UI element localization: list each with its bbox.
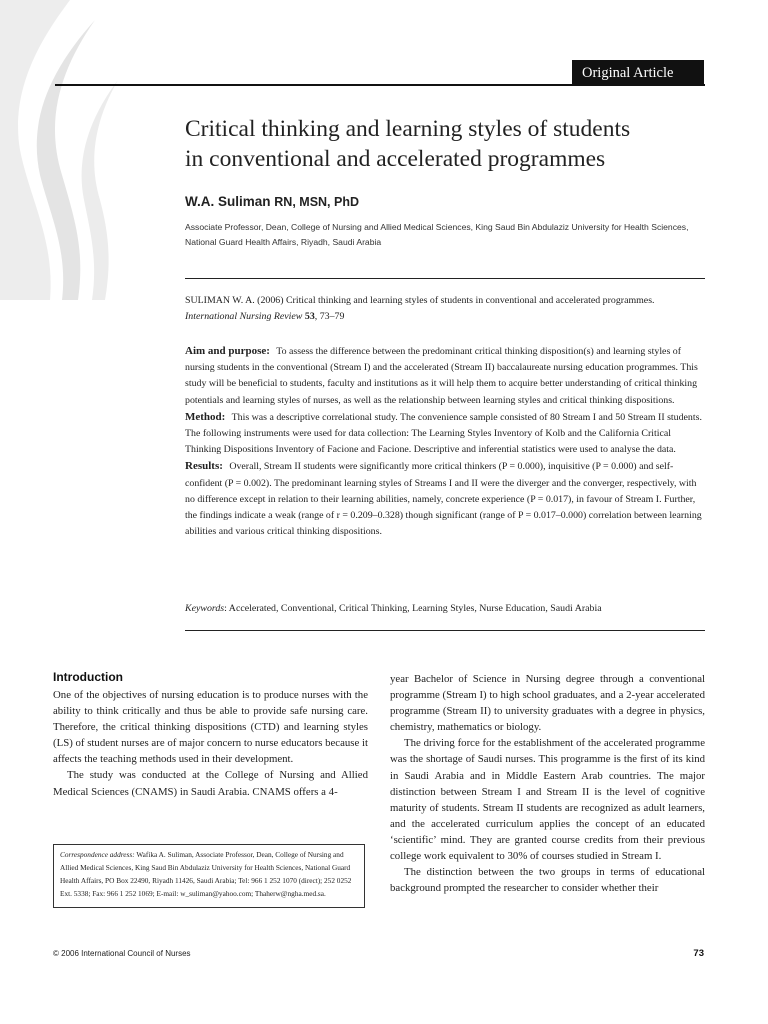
correspondence-label: Correspondence address: <box>60 850 135 859</box>
copyright-notice: © 2006 International Council of Nurses <box>53 949 191 958</box>
citation-journal: International Nursing Review <box>185 311 303 323</box>
citation <box>185 293 707 325</box>
affiliation-line: Associate Professor, Dean, College of Nursing and Allied Medical Sciences, King Saud Bin Abdulaziz University for Health Sciences, <box>185 222 689 232</box>
body-column-left <box>53 687 368 800</box>
section-heading-introduction: Introduction <box>53 670 123 684</box>
author-name: W.A. Suliman <box>185 194 271 209</box>
aim-label: Aim and purpose: <box>185 345 270 357</box>
abstract <box>185 343 707 540</box>
article-title <box>185 114 725 174</box>
correspondence-box <box>53 844 365 908</box>
citation-pages: , 73–79 <box>314 311 345 323</box>
page-number: 73 <box>693 948 704 959</box>
results-label: Results: <box>185 460 223 473</box>
paragraph: One of the objectives of nursing education is to produce nurses with the ability to think critically and thus be able to provide safe nursing care. Therefore, the critical thinking dispositions (CTD) and learning styles (LS) of student nurses are of major concern to nurse educators because it affects the teaching methods used in their development. <box>53 689 368 766</box>
results-text: Overall, Stream II students were significantly more critical thinkers (P = 0.000), inquisitive (P = 0.000) and self-confident (P = 0.002). The predominant learning styles of Streams I and II were the diverger and the converger, respectively, with no difference except in relation to their learning abilities, namely, concrete experience (P = 0.017), in favour of Stream I. Further, the findings indicate a weak (range of r = 0.209–0.328) though significant (range of P = 0.017–0.000) correlation between learning abilities and various critical thinking dispositions. <box>185 461 702 538</box>
paragraph: The distinction between the two groups in terms of educational background prompted the researcher to consider whether their <box>390 866 705 895</box>
author-affiliation <box>185 220 715 250</box>
article-type-badge: Original Article <box>572 60 704 86</box>
abstract-results <box>185 458 707 540</box>
keywords-text: : Accelerated, Conventional, Critical Thinking, Learning Styles, Nurse Education, Saudi Arabia <box>224 603 602 614</box>
abstract-aim <box>185 343 707 409</box>
abstract-method <box>185 409 707 459</box>
body-column-right <box>390 671 705 896</box>
author-line <box>185 194 359 209</box>
journal-flame-logo <box>0 0 120 300</box>
paragraph: year Bachelor of Science in Nursing degree through a conventional programme (Stream I) to high school graduates, and a 2-year accelerated programme (Stream II) to university graduates with a degree in physics, chemistry, mathematics or biology. <box>390 673 705 734</box>
keywords <box>185 603 707 614</box>
title-line: Critical thinking and learning styles of students <box>185 116 631 142</box>
method-text: This was a descriptive correlational study. The convenience sample consisted of 80 Stream I and 50 Stream II students. The following instruments were used for data collection: The Learning Styles Inventory of Kolb and the California Critical Thinking Dispositions Inventory of Facione and Facione. Descriptive and inferential statistics were used to analyse the data. <box>185 411 702 456</box>
abstract-top-rule <box>185 278 705 279</box>
affiliation-line: National Guard Health Affairs, Riyadh, Saudi Arabia <box>185 237 382 247</box>
correspondence-text: Wafika A. Suliman, Associate Professor, Dean, College of Nursing and Allied Medical Sciences, King Saud Bin Abdulaziz University for Health Sciences, National Guard Health Affairs, PO Box 22490, Riyadh 11426, Saudi Arabia; Tel: 966 1 252 1070 (direct); 252 0252 Ext. 5338; Fax: 966 1 252 1069; E-mail: w_suliman@yahoo.com; Thaherw@ngha.med.sa. <box>60 850 352 898</box>
aim-text: To assess the difference between the predominant critical thinking disposition(s) and learning styles of nursing students in the conventional (Stream I) and the accelerated (Stream II) baccalaureate nursing education programmes. This study will be beneficial to students, faculty and institutions as it will help them to acquire better understanding of critical thinking potentials and learning styles of nurses, as well as the relationship between learning styles and critical thinking dispositions. <box>185 346 698 406</box>
citation-volume: 53 <box>304 311 315 323</box>
author-degrees: RN, MSN, PhD <box>274 195 360 209</box>
abstract-bottom-rule <box>185 630 705 631</box>
paragraph: The driving force for the establishment of the accelerated programme was the shortage of Saudi nurses. This programme is the first of its kind in Saudi Arabia and in Middle Eastern Arab countries. The major distinction between Stream I and Stream II is the level of cognitive maturity of students. Stream II students are recognized as adult learners, and the accelerated curriculum applies the concept of an educated ‘scientific’ mind. They are granted course credits from their previous college work equivalent to 30% of courses studied in Stream I. <box>390 737 705 863</box>
method-label: Method: <box>185 410 226 423</box>
paragraph: The study was conducted at the College of Nursing and Allied Medical Sciences (CNAMS) in Saudi Arabia. CNAMS offers a 4- <box>53 769 368 798</box>
title-line: in conventional and accelerated programmes <box>185 146 606 172</box>
keywords-label: Keywords <box>185 603 225 614</box>
citation-text: SULIMAN W. A. (2006) Critical thinking and learning styles of students in conventional and accelerated programmes. <box>185 295 655 306</box>
